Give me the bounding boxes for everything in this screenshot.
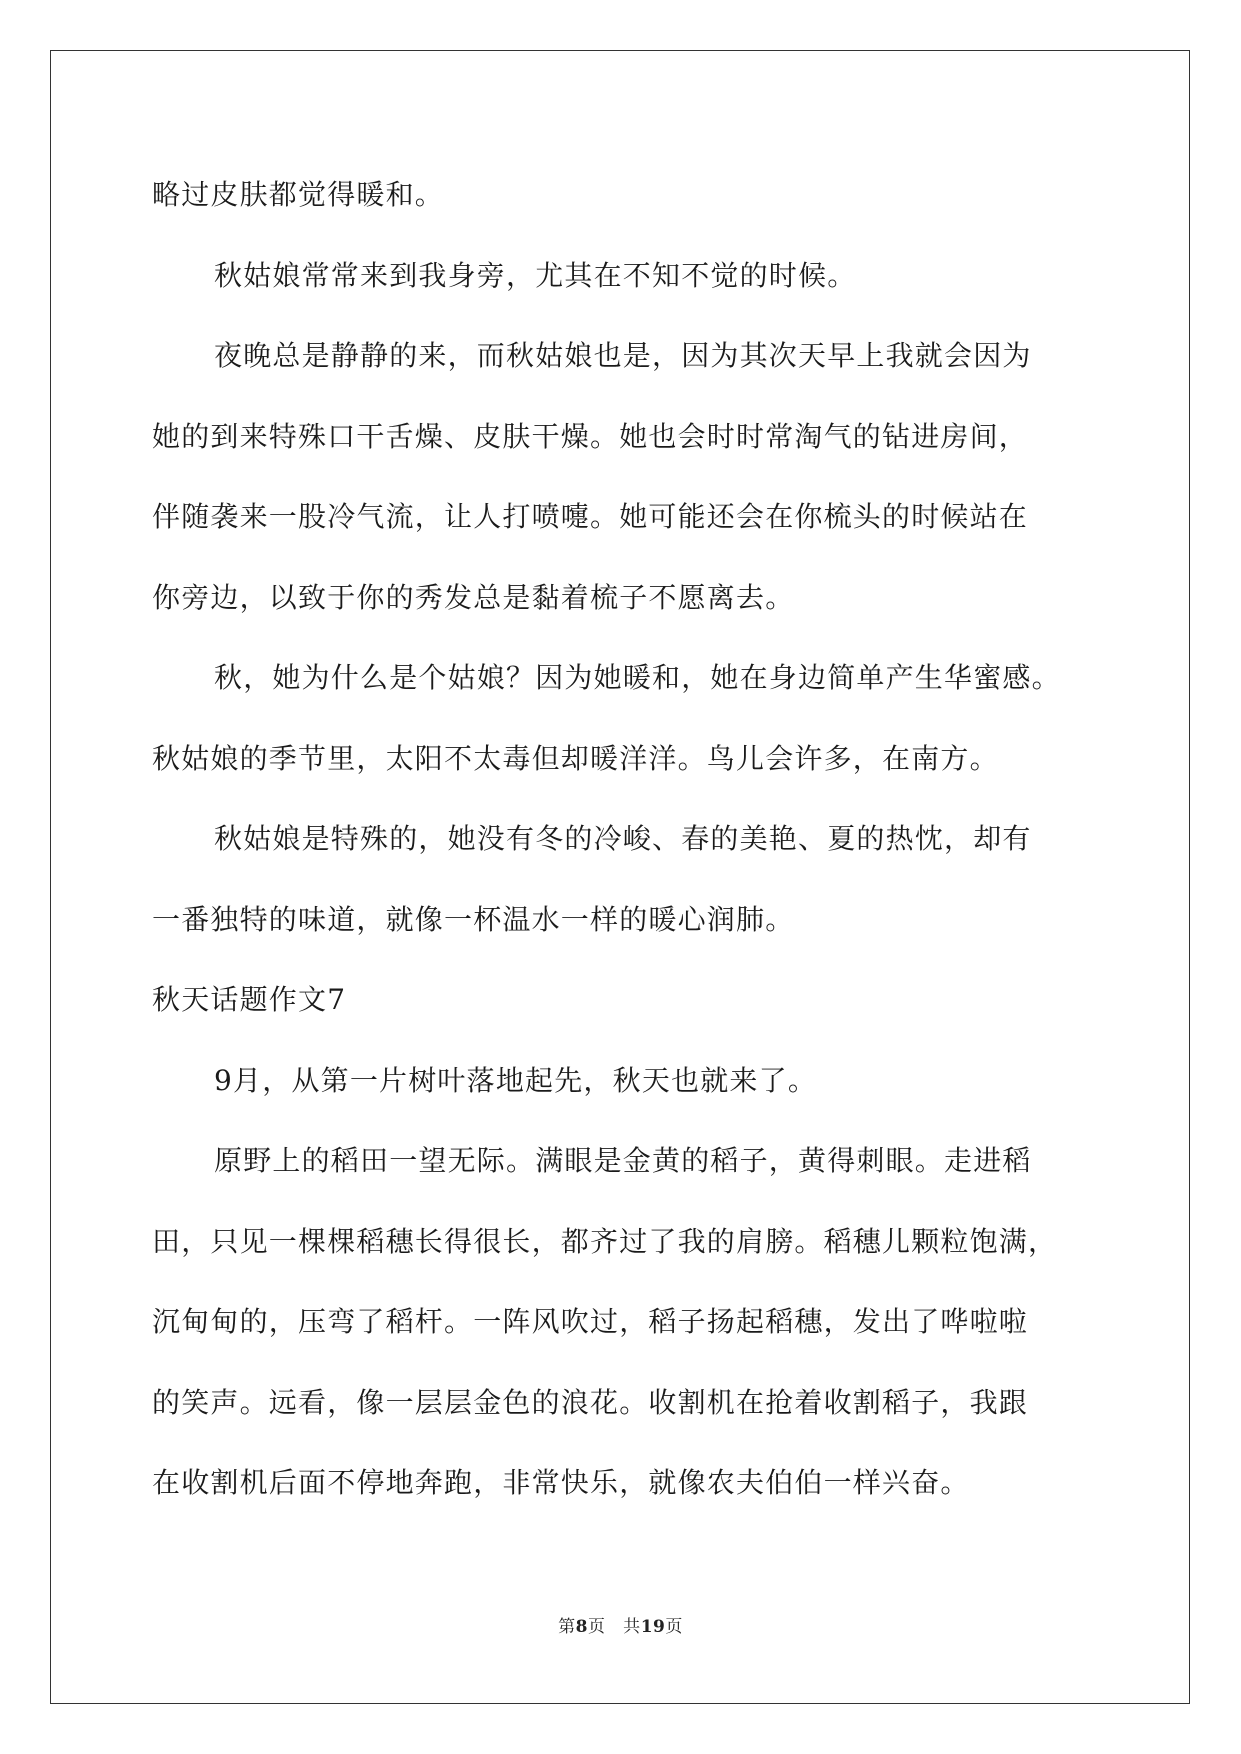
text-line-17: 在收割机后面不停地奔跑，非常快乐，就像农夫伯伯一样兴奋。 [152, 1466, 970, 1499]
text-line-10: 一番独特的味道，就像一杯温水一样的暖心润肺。 [152, 902, 795, 936]
text-line-5: 伴随袭来一股冷气流，让人打喷嚏。她可能还会在你梳头的时候站在 [152, 500, 1029, 533]
text-line-16: 的笑声。远看，像一层层金色的浪花。收割机在抢着收割稻子，我跟 [152, 1385, 1029, 1419]
page-footer [0, 1612, 1241, 1637]
footer-page-total: 19 [640, 1617, 666, 1637]
text-line-15: 沉甸甸的，压弯了稻杆。一阵风吹过，稻子扬起稻穗，发出了哗啦啦 [152, 1305, 1029, 1338]
section-heading: 秋天话题作文7 [152, 983, 347, 1016]
text-line-9: 秋姑娘是特殊的，她没有冬的冷峻、春的美艳、夏的热忱，却有 [214, 822, 1032, 855]
document-body [152, 155, 1092, 1524]
text-line-6: 你旁边，以致于你的秀发总是黏着梳子不愿离去。 [152, 580, 795, 614]
text-line-2: 秋姑娘常常来到我身旁，尤其在不知不觉的时候。 [214, 258, 857, 292]
footer-page-prefix: 第 [558, 1617, 576, 1637]
text-line-13: 原野上的稻田一望无际。满眼是金黄的稻子，黄得刺眼。走进稻 [214, 1144, 1032, 1177]
text-line-4: 她的到来特殊口干舌燥、皮肤干燥。她也会时时常淘气的钻进房间， [152, 419, 1029, 453]
text-line-14: 田，只见一棵棵稻穗长得很长，都齐过了我的肩膀。稻穗儿颗粒饱满， [152, 1224, 1058, 1258]
footer-page-suffix: 页 [665, 1617, 683, 1637]
text-line-7: 秋，她为什么是个姑娘？因为她暖和，她在身边简单产生华蜜感。 [214, 661, 1061, 694]
footer-page-mid: 页 共 [587, 1617, 641, 1637]
text-line-12: 9月，从第一片树叶落地起先，秋天也就来了。 [214, 1063, 818, 1097]
footer-page-current: 8 [575, 1617, 588, 1637]
text-line-8: 秋姑娘的季节里，太阳不太毒但却暖洋洋。鸟儿会许多，在南方。 [152, 741, 999, 775]
text-line-3: 夜晚总是静静的来，而秋姑娘也是，因为其次天早上我就会因为 [214, 339, 1032, 372]
text-line-1: 略过皮肤都觉得暖和。 [152, 178, 445, 211]
